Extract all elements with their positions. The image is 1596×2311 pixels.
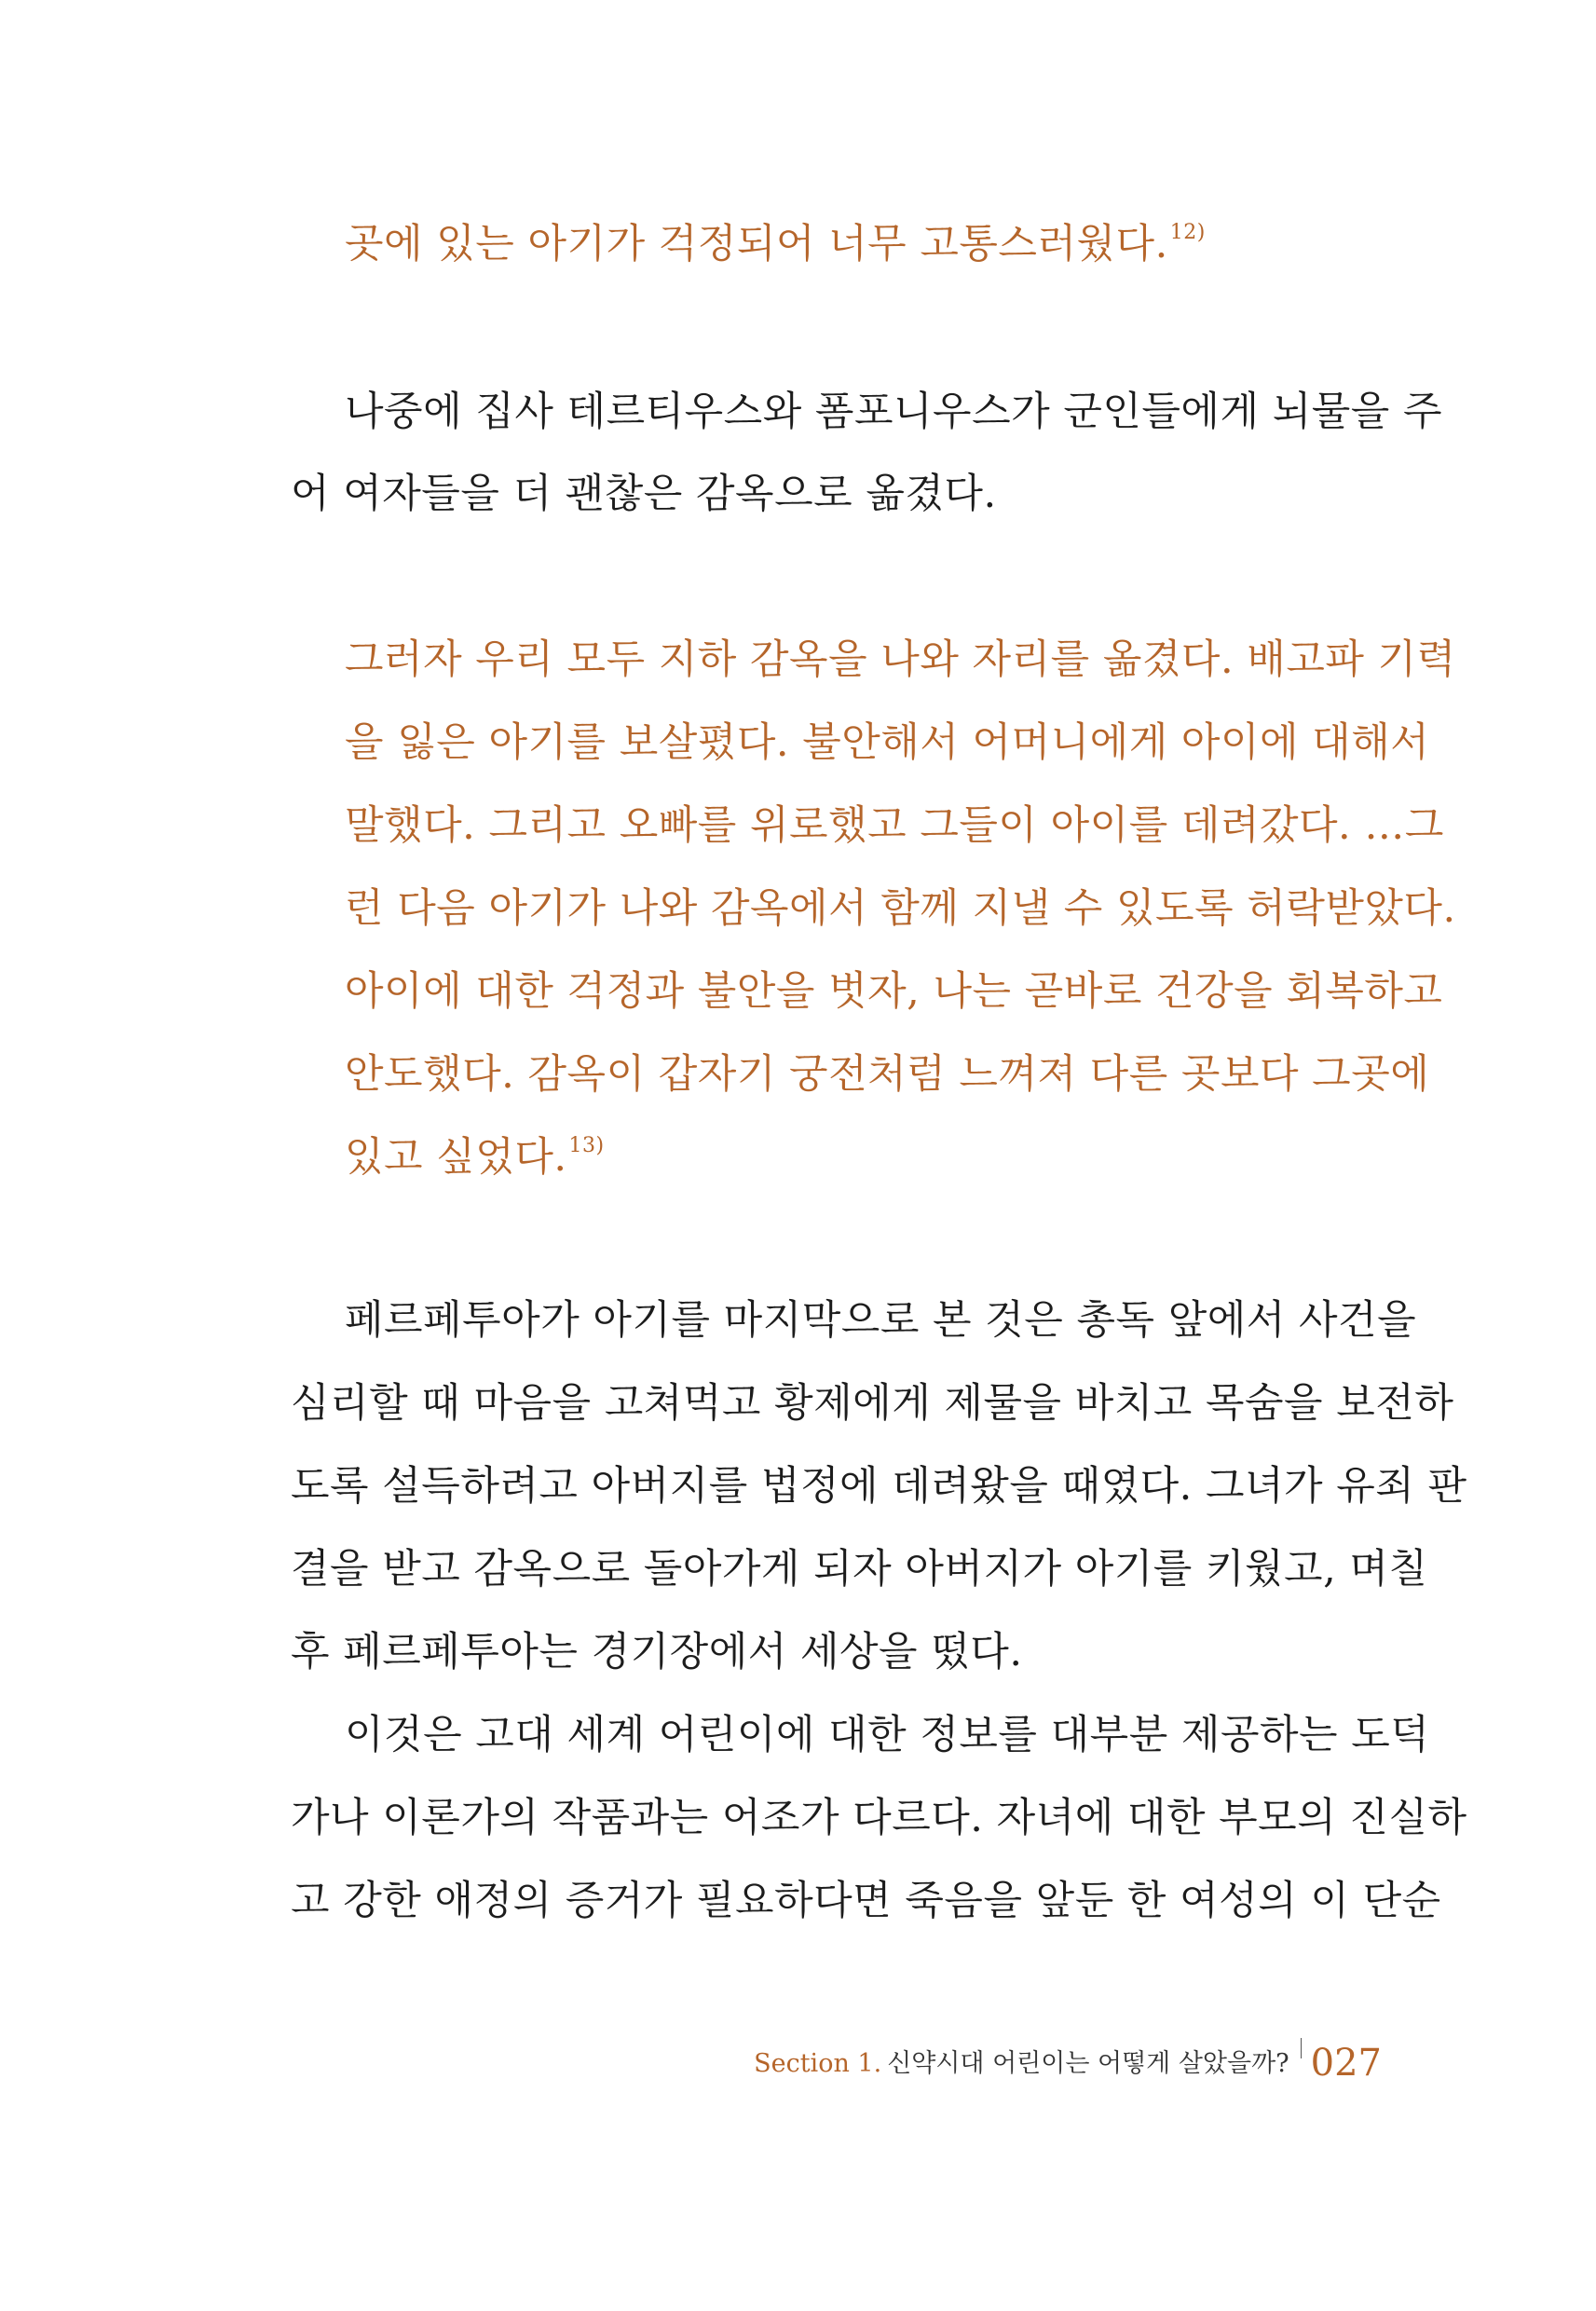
body-line: 후 페르페투아는 경기장에서 세상을 떴다. bbox=[291, 1629, 1023, 1675]
body-line: 결을 받고 감옥으로 돌아가게 되자 아버지가 아기를 키웠고, 며칠 bbox=[291, 1546, 1428, 1593]
body-line: 나중에 집사 테르티우스와 폼포니우스가 군인들에게 뇌물을 주 bbox=[345, 389, 1442, 435]
body-line: 고 강한 애정의 증거가 필요하다면 죽음을 앞둔 한 여성의 이 단순 bbox=[291, 1878, 1441, 1924]
body-line: 어 여자들을 더 괜찮은 감옥으로 옮겼다. bbox=[291, 471, 997, 517]
quote-line: 말했다. 그리고 오빠를 위로했고 그들이 아이를 데려갔다. …그 bbox=[345, 802, 1444, 849]
quote-line: 런 다음 아기가 나와 감옥에서 함께 지낼 수 있도록 허락받았다. bbox=[345, 885, 1456, 932]
body-line: 가나 이론가의 작품과는 어조가 다르다. 자녀에 대한 부모의 진실하 bbox=[291, 1795, 1467, 1841]
quote-line: 을 잃은 아기를 보살폈다. 불안해서 어머니에게 아이에 대해서 bbox=[345, 719, 1430, 766]
body-line: 도록 설득하려고 아버지를 법정에 데려왔을 때였다. 그녀가 유죄 판 bbox=[291, 1463, 1467, 1510]
body-line: 페르페투아가 아기를 마지막으로 본 것은 총독 앞에서 사건을 bbox=[345, 1297, 1417, 1344]
quote-line: 곳에 있는 아기가 걱정되어 너무 고통스러웠다.$^{12)}$ bbox=[345, 221, 1206, 267]
footer-section: Section 1. bbox=[754, 2049, 882, 2078]
body-line: 심리할 때 마음을 고쳐먹고 황제에게 제물을 바치고 목숨을 보전하 bbox=[291, 1380, 1454, 1427]
footnote-marker: 12) bbox=[1169, 221, 1206, 244]
quote-line: 안도했다. 감옥이 갑자기 궁전처럼 느껴져 다른 곳보다 그곳에 bbox=[345, 1051, 1430, 1098]
page-number: 027 bbox=[1310, 2042, 1382, 2085]
footnote-marker: 13) bbox=[568, 1134, 605, 1157]
quote-line: 있고 싶었다.$^{13)}$ bbox=[345, 1134, 605, 1181]
footer-divider bbox=[1301, 2038, 1302, 2058]
quote-line: 그러자 우리 모두 지하 감옥을 나와 자리를 옮겼다. 배고파 기력 bbox=[345, 636, 1456, 683]
footer-title: 신약시대 어린이는 어떻게 살았을까? bbox=[887, 2049, 1289, 2078]
page-footer bbox=[754, 2041, 1382, 2083]
body-line: 이것은 고대 세계 어린이에 대한 정보를 대부분 제공하는 도덕 bbox=[345, 1712, 1430, 1758]
quote-line: 아이에 대한 걱정과 불안을 벗자, 나는 곧바로 건강을 회복하고 bbox=[345, 968, 1443, 1015]
